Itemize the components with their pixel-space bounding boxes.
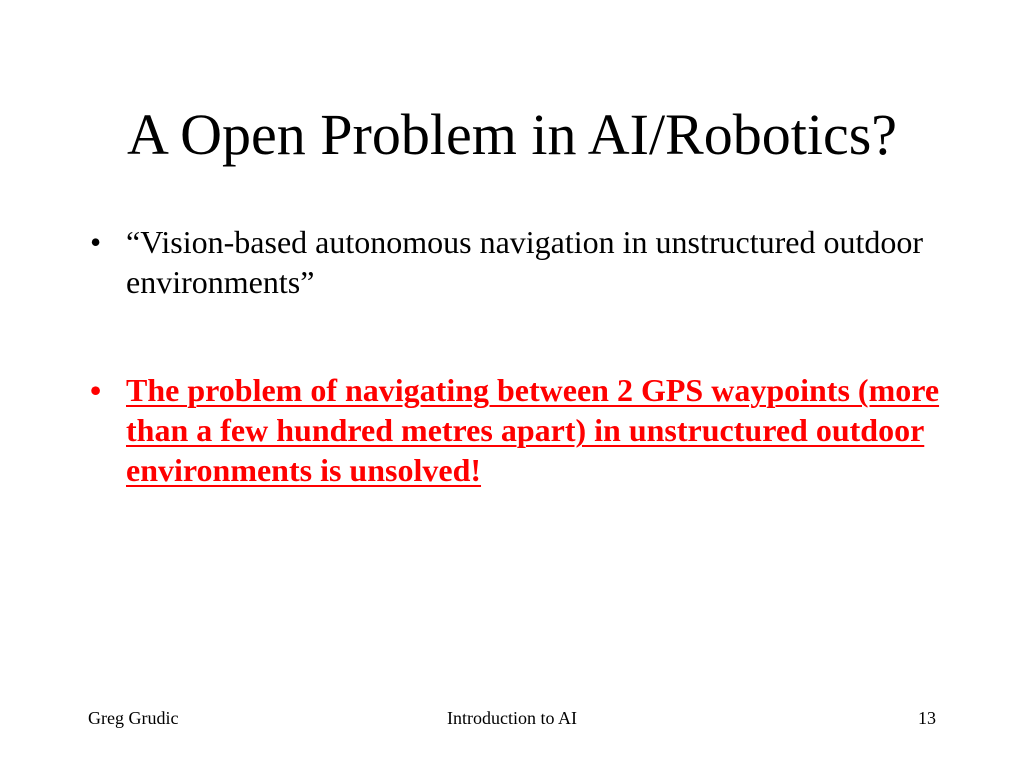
bullet-item-gps-waypoints xyxy=(90,370,960,490)
footer-course-title: Introduction to AI xyxy=(447,708,577,728)
footer-author: Greg Grudic xyxy=(88,708,179,728)
bullet-marker: • xyxy=(90,372,102,408)
slide-footer xyxy=(0,706,1024,736)
bullet-text-vision-navigation: “Vision-based autonomous navigation in unstructured outdoor environments” xyxy=(126,224,924,300)
footer-page-number: 13 xyxy=(918,708,936,728)
slide-title: A Open Problem in AI/Robotics? xyxy=(126,102,898,167)
bullet-marker: • xyxy=(90,224,102,260)
bullet-text-gps-waypoints: The problem of navigating between 2 GPS waypoints (more than a few hundred metres apart) in unstructured outdoor environments is unsolved! xyxy=(126,372,940,488)
bullet-item-vision-navigation xyxy=(90,222,960,302)
bullet-list xyxy=(90,222,960,490)
